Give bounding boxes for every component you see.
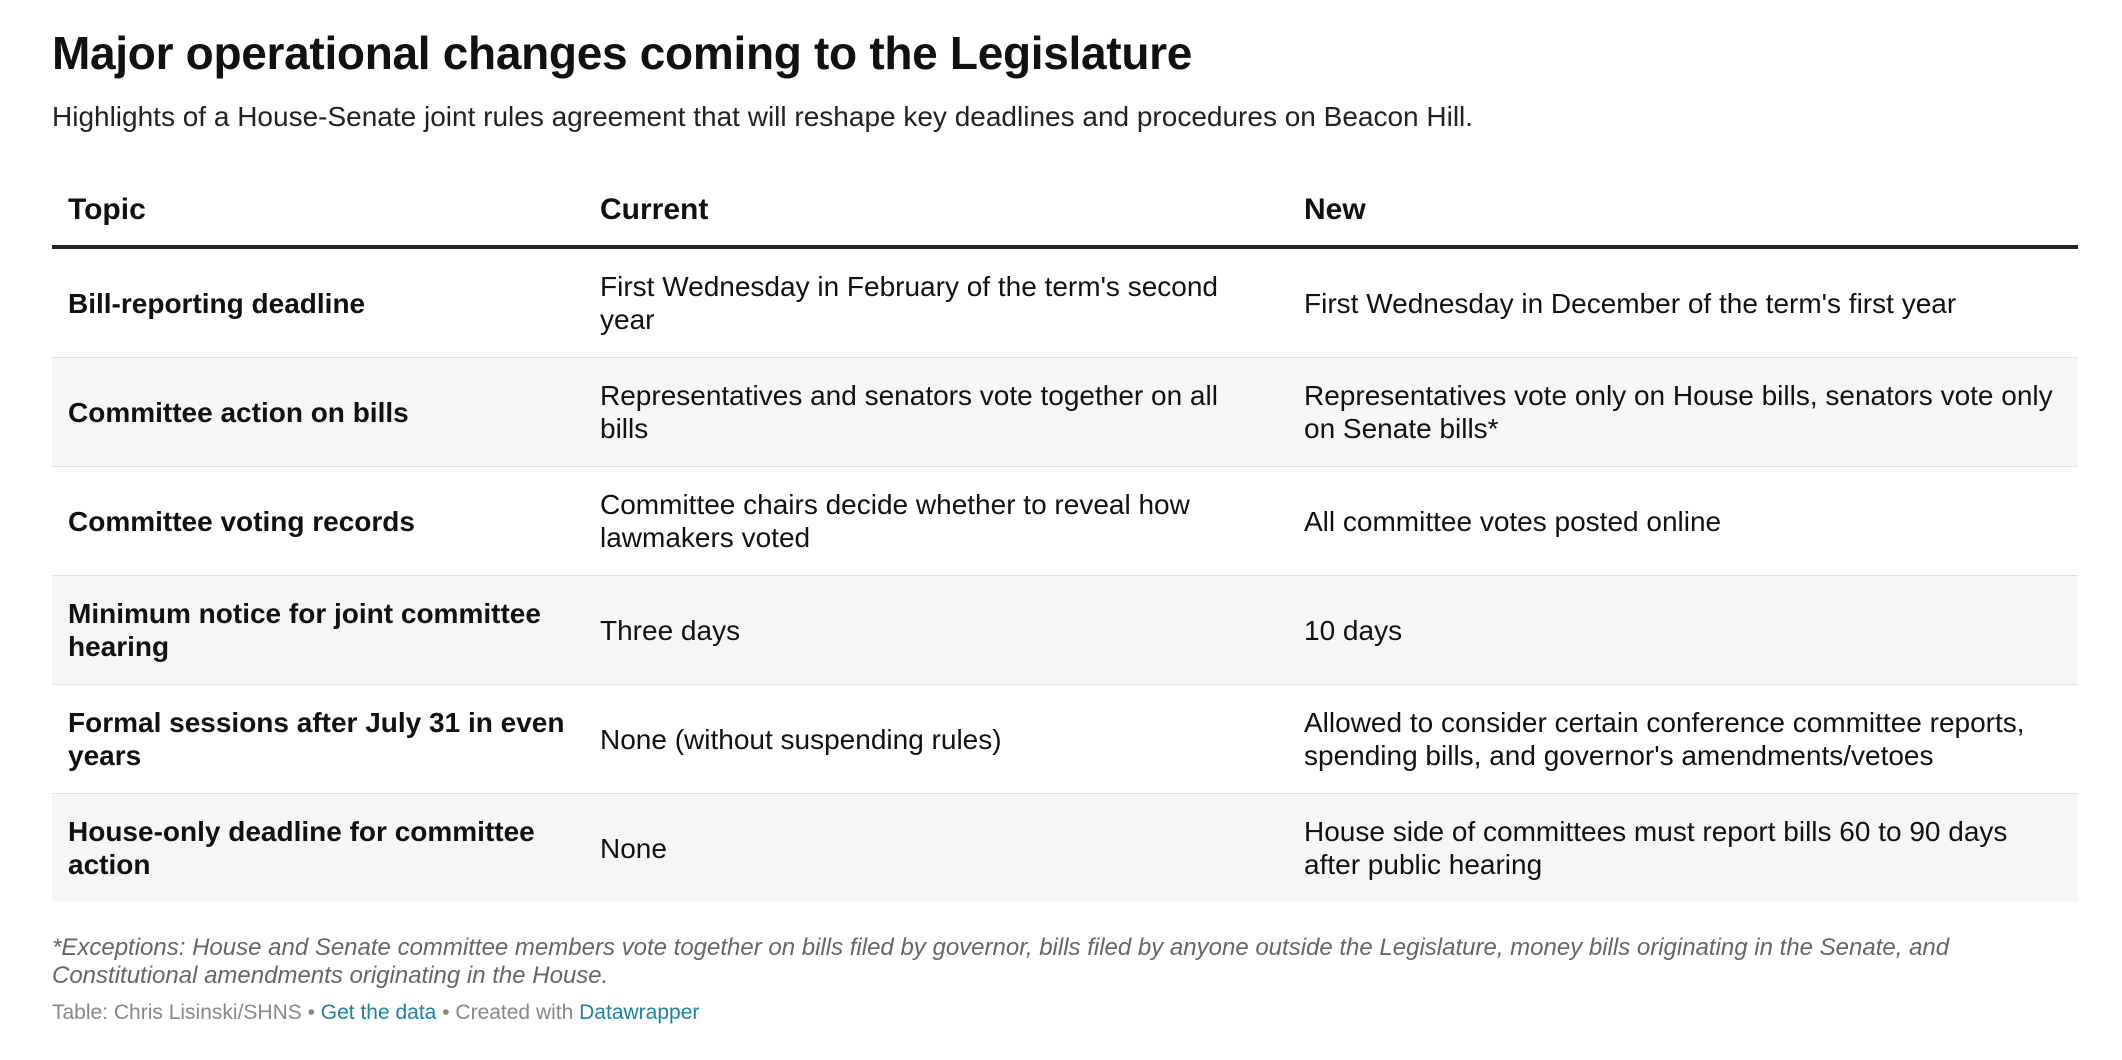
datawrapper-link[interactable]: Datawrapper — [579, 1001, 700, 1024]
rules-table — [52, 175, 2078, 902]
separator: • — [436, 1001, 456, 1024]
cell-new: Allowed to consider certain conference committee reports, spending bills, and governor's amendments/vetoes — [1288, 685, 2078, 794]
cell-new: Representatives vote only on House bills, senators vote only on Senate bills* — [1288, 358, 2078, 467]
cell-topic: Minimum notice for joint committee hearing — [52, 576, 584, 685]
created-with-text: Created with — [455, 1001, 574, 1024]
cell-current: Three days — [584, 576, 1288, 685]
column-header-new[interactable]: New — [1288, 175, 2078, 247]
column-header-topic[interactable]: Topic — [52, 175, 584, 247]
source-line — [52, 1001, 699, 1025]
cell-topic: Committee action on bills — [52, 358, 584, 467]
cell-new: All committee votes posted online — [1288, 467, 2078, 576]
page-subtitle: Highlights of a House-Senate joint rules agreement that will reshape key deadlines and procedures on Beacon Hill. — [52, 101, 1474, 132]
cell-topic: House-only deadline for committee action — [52, 794, 584, 903]
table-row — [52, 467, 2078, 576]
get-the-data-link[interactable]: Get the data — [320, 1001, 437, 1024]
cell-current: None — [584, 794, 1288, 903]
footnote: *Exceptions: House and Senate committee members vote together on bills filed by governor, bills filed by anyone outside the Legislature, money bills originating in the Senate, and Constitutional amendments originating in the House. — [52, 934, 1950, 989]
cell-new: First Wednesday in December of the term's first year — [1288, 247, 2078, 358]
table-row — [52, 576, 2078, 685]
cell-current: None (without suspending rules) — [584, 685, 1288, 794]
table-row — [52, 358, 2078, 467]
cell-new: 10 days — [1288, 576, 2078, 685]
table-row — [52, 794, 2078, 903]
table-header-row — [52, 175, 2078, 247]
cell-current: First Wednesday in February of the term's second year — [584, 247, 1288, 358]
separator: • — [301, 1001, 321, 1024]
cell-topic: Formal sessions after July 31 in even years — [52, 685, 584, 794]
cell-new: House side of committees must report bills 60 to 90 days after public hearing — [1288, 794, 2078, 903]
table-row — [52, 685, 2078, 794]
table-body — [52, 247, 2078, 902]
cell-topic: Committee voting records — [52, 467, 584, 576]
table-credit: Table: Chris Lisinski/SHNS — [52, 1001, 302, 1024]
page-title: Major operational changes coming to the Legislature — [52, 27, 1193, 79]
table-header — [52, 175, 2078, 247]
cell-current: Representatives and senators vote together on all bills — [584, 358, 1288, 467]
cell-topic: Bill-reporting deadline — [52, 247, 584, 358]
column-header-current[interactable]: Current — [584, 175, 1288, 247]
table-row — [52, 247, 2078, 358]
cell-current: Committee chairs decide whether to reveal how lawmakers voted — [584, 467, 1288, 576]
